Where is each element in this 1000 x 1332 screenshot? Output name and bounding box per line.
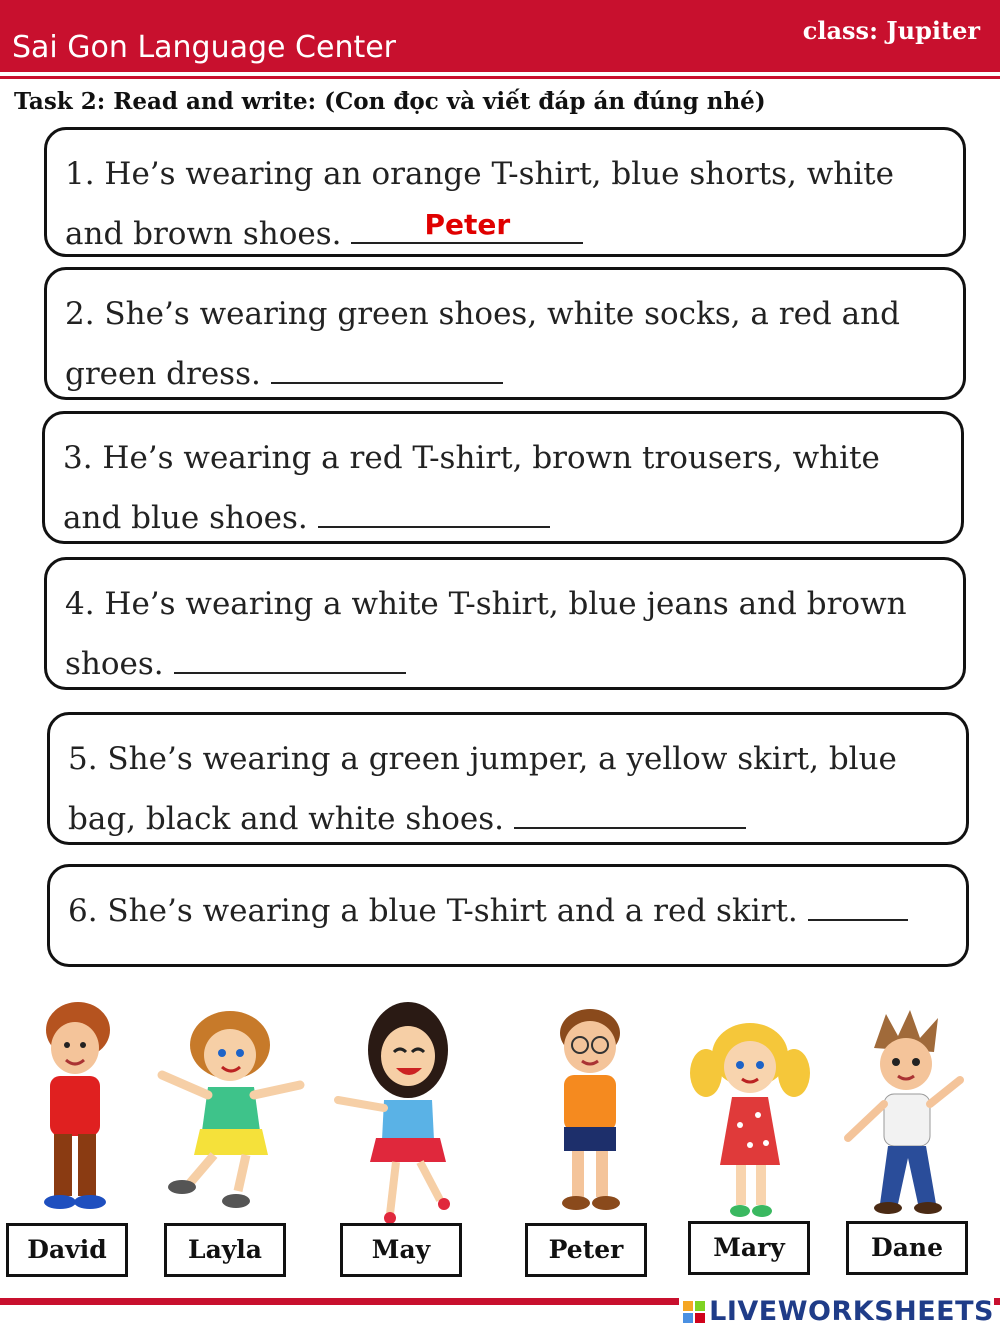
- name-box-mary[interactable]: Mary: [688, 1221, 810, 1275]
- name-box-peter[interactable]: Peter: [525, 1223, 647, 1277]
- kid-david-illustration: [20, 1000, 130, 1220]
- name-box-layla[interactable]: Layla: [164, 1223, 286, 1277]
- question-text: 1. He’s wearing an orange T-shirt, blue shorts, white: [65, 156, 894, 192]
- answer-blank-4[interactable]: [174, 646, 406, 674]
- header-divider: [0, 76, 1000, 79]
- question-box-6: [47, 864, 969, 967]
- answer-blank-3[interactable]: [318, 500, 550, 528]
- question-box-4: [44, 557, 966, 690]
- answer-blank-5[interactable]: [514, 801, 746, 829]
- name-box-may[interactable]: May: [340, 1223, 462, 1277]
- answer-text: Peter: [424, 208, 511, 241]
- question-box-1: [44, 127, 966, 257]
- answer-blank-6[interactable]: [808, 893, 908, 921]
- kid-peter-illustration: [540, 1005, 640, 1220]
- question-text: shoes.: [65, 646, 164, 682]
- question-text: and brown shoes.: [65, 216, 342, 252]
- header-banner: [0, 0, 1000, 72]
- kid-may-illustration: [330, 1000, 480, 1225]
- answer-blank-1[interactable]: [351, 208, 583, 244]
- question-text: 4. He’s wearing a white T-shirt, blue jeans and brown: [65, 586, 907, 622]
- kid-dane-illustration: [840, 1008, 970, 1218]
- name-box-david[interactable]: David: [6, 1223, 128, 1277]
- center-name: Sai Gon Language Center: [12, 30, 397, 65]
- name-box-dane[interactable]: Dane: [846, 1221, 968, 1275]
- question-text: 6. She’s wearing a blue T-shirt and a red skirt.: [68, 893, 798, 929]
- question-box-5: [47, 712, 969, 845]
- kid-layla-illustration: [150, 1005, 310, 1215]
- question-text: bag, black and white shoes.: [68, 801, 504, 837]
- class-label: class: Jupiter: [802, 16, 980, 45]
- answer-blank-2[interactable]: [271, 356, 503, 384]
- question-text: green dress.: [65, 356, 261, 392]
- kid-mary-illustration: [680, 1015, 820, 1220]
- question-box-2: [44, 267, 966, 400]
- liveworksheets-logo[interactable]: [679, 1296, 994, 1327]
- question-text: 3. He’s wearing a red T-shirt, brown trousers, white: [63, 440, 880, 476]
- liveworksheets-logo-icon: [683, 1301, 705, 1323]
- task-title: Task 2: Read and write: (Con đọc và viết đáp án đúng nhé): [14, 88, 766, 115]
- question-box-3: [42, 411, 964, 544]
- question-text: and blue shoes.: [63, 500, 308, 536]
- question-text: 2. She’s wearing green shoes, white socks, a red and: [65, 296, 900, 332]
- brand-text: LIVEWORKSHEETS: [709, 1296, 994, 1327]
- question-text: 5. She’s wearing a green jumper, a yellow skirt, blue: [68, 741, 897, 777]
